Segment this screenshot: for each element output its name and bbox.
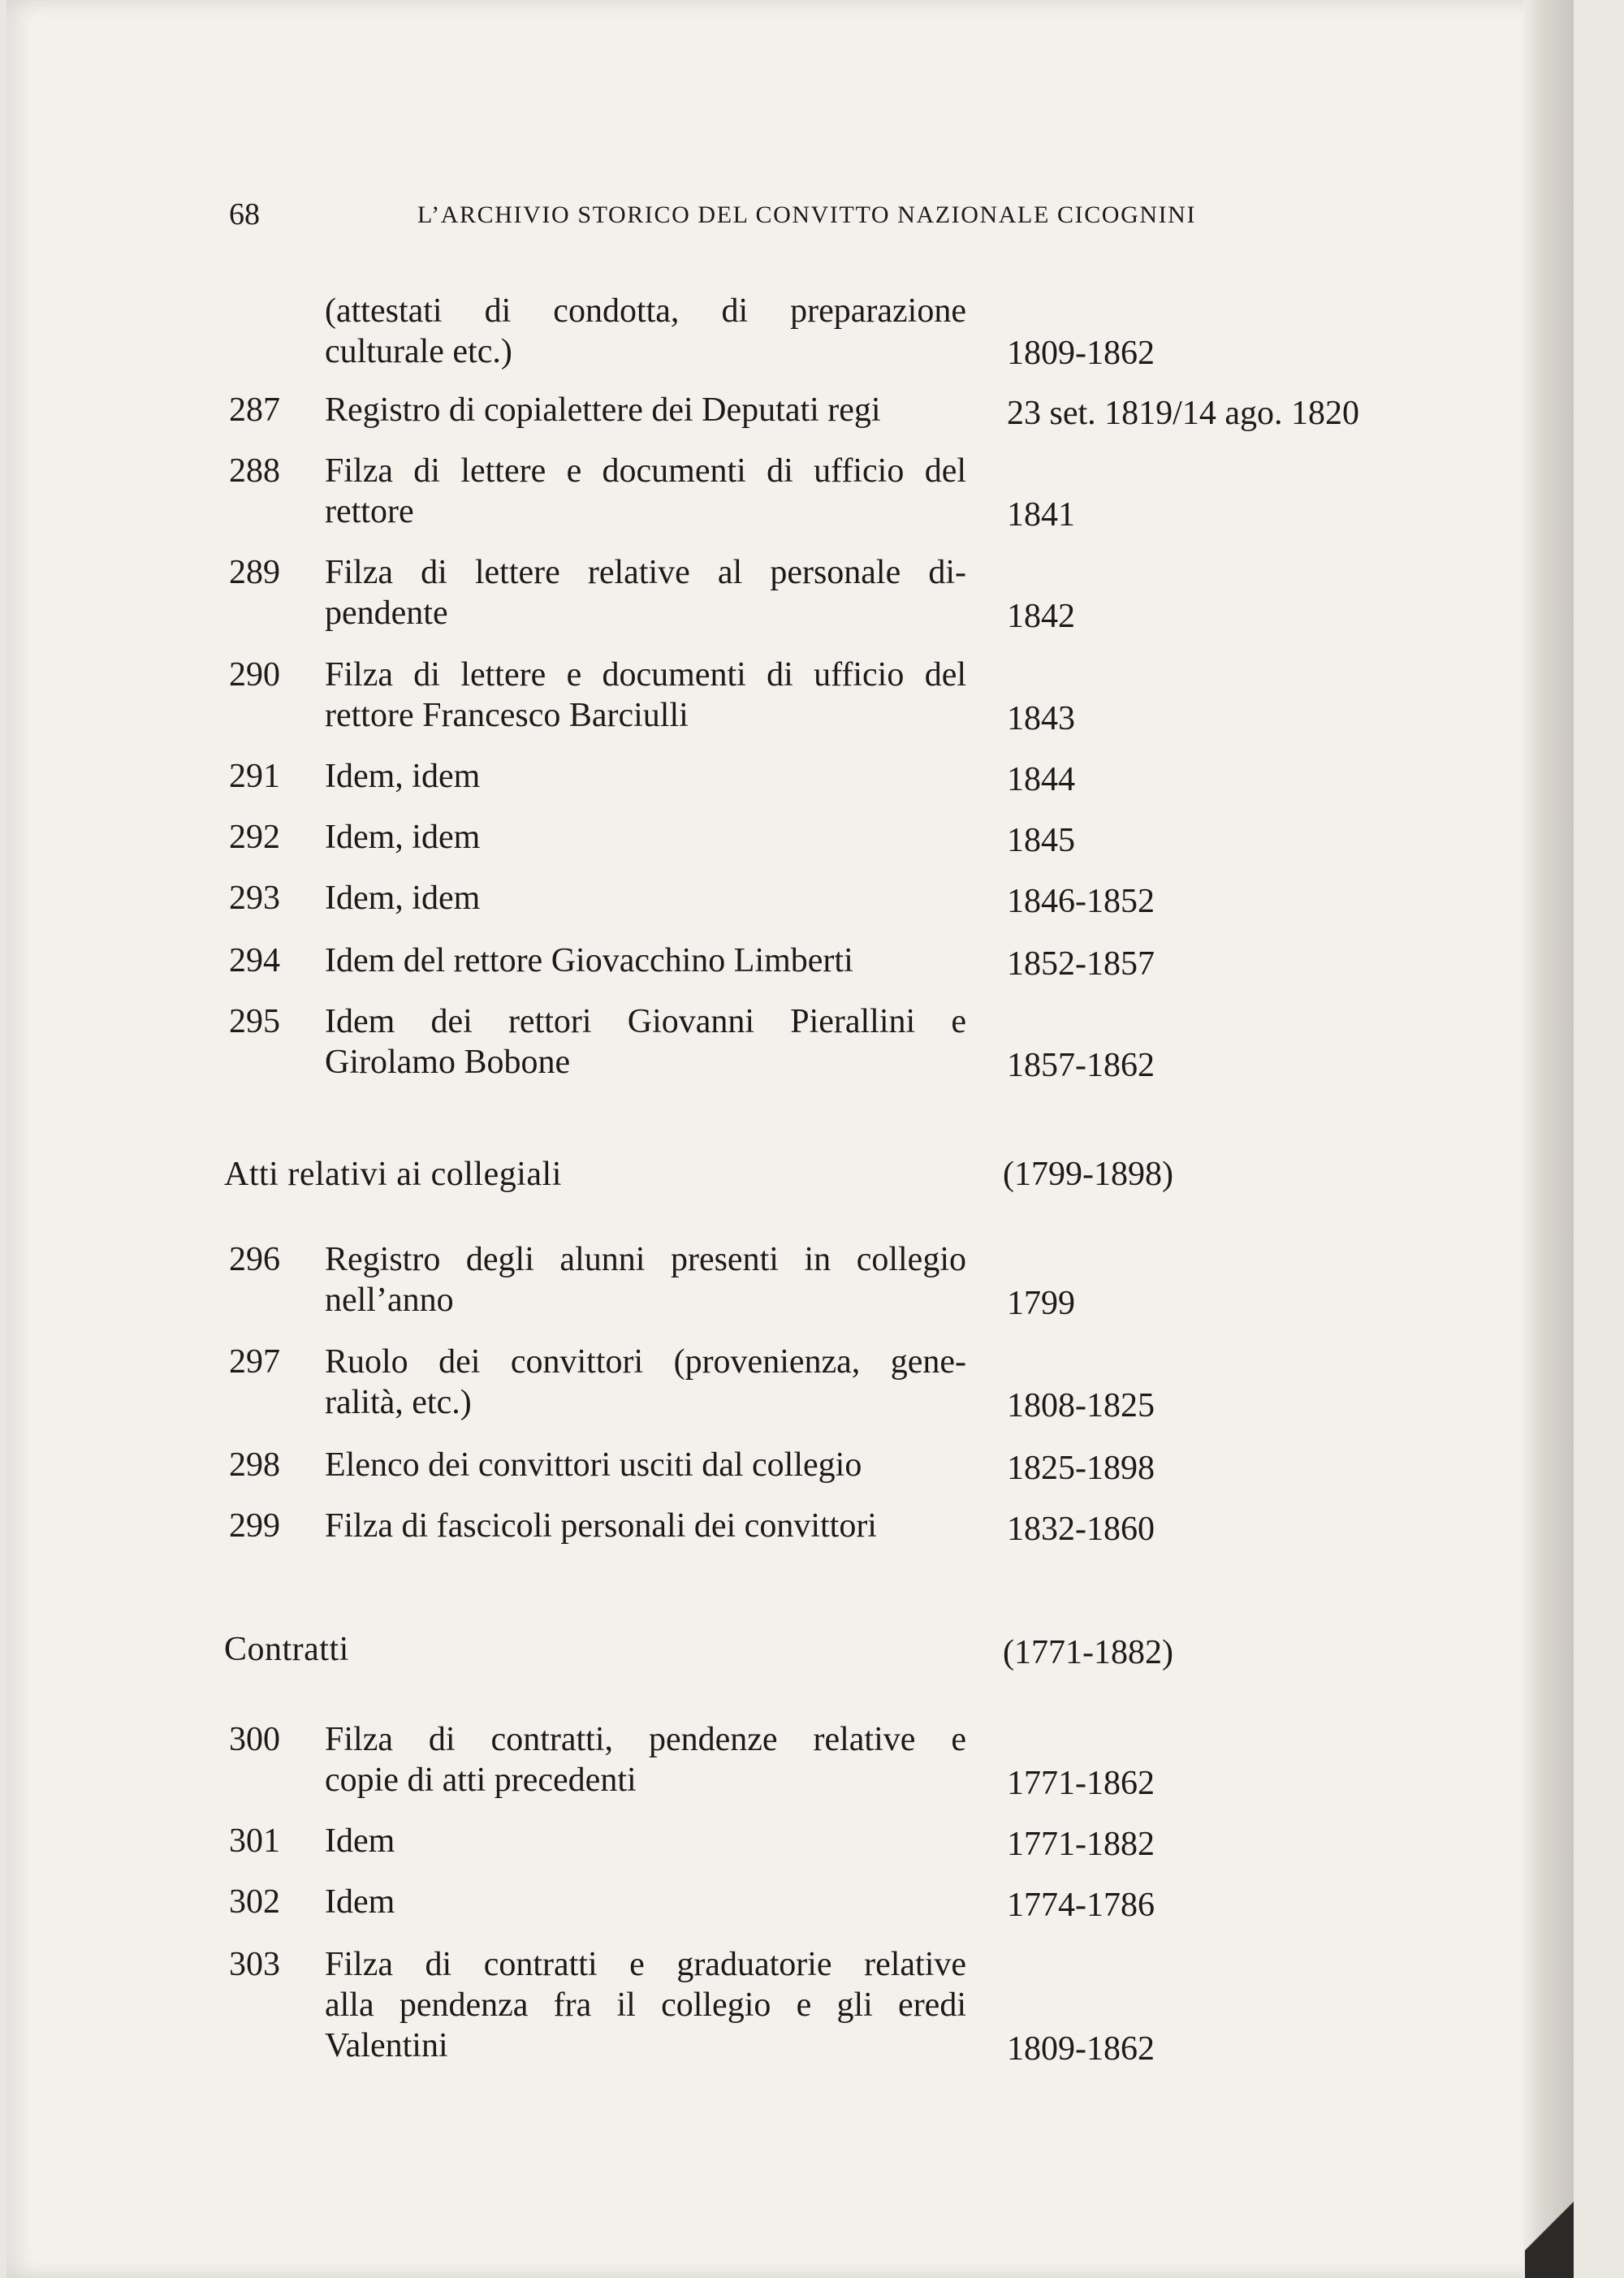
entry-number: 292 [229,819,280,856]
entry-number: 301 [229,1822,280,1860]
entry-number: 298 [229,1446,280,1484]
section-date-range: (1799-1898) [1003,1156,1173,1193]
entry-number: 299 [229,1507,280,1545]
entry-description-line: Idem [325,1822,395,1860]
entry-date: 1846-1852 [1007,883,1155,920]
entry-description-line: copie di atti precedenti [325,1761,637,1799]
entry-date: 1857-1862 [1007,1047,1155,1084]
entry-date: 1845 [1007,822,1075,859]
entry-description-line: Filza di fascicoli personali dei convittori [325,1507,877,1545]
entry-description-line: Idem, idem [325,819,481,856]
entry-number: 293 [229,880,280,917]
entry-date: 1809-1862 [1007,335,1155,372]
entry-description-line: Idem, idem [325,880,481,917]
entry-number: 303 [229,1946,280,1983]
entry-description-line: Filza di contratti e graduatorie relative [325,1946,966,1983]
entry-number: 291 [229,758,280,795]
entry-description-line: Filza di lettere e documenti di ufficio del [325,656,966,694]
entry-description-line: rettore Francesco Barciulli [325,697,689,734]
entry-description-line: nell’anno [325,1282,454,1319]
running-title: L’ARCHIVIO STORICO DEL CONVITTO NAZIONALE CICOGNINI [417,201,1197,228]
section-heading: Contratti [224,1631,349,1668]
entry-description-line: Idem [325,1883,395,1921]
entry-description-line: pendente [325,594,448,632]
entry-date: 1799 [1007,1285,1075,1322]
section-date-range: (1771-1882) [1003,1634,1173,1671]
entry-number: 296 [229,1241,280,1278]
page-number: 68 [229,197,260,231]
entry-date: 1832-1860 [1007,1511,1155,1548]
entry-number: 287 [229,391,280,429]
entry-description-line: Registro di copialettere dei Deputati regi [325,391,881,429]
entry-number: 290 [229,656,280,694]
entry-date: 1809-1862 [1007,2030,1155,2068]
entry-description-line: Elenco dei convittori usciti dal collegio [325,1446,862,1484]
entry-number: 294 [229,942,280,979]
entry-description-line: ralità, etc.) [325,1384,472,1421]
entry-description-line: (attestati di condotta, di preparazione [325,292,966,330]
entry-date: 1841 [1007,496,1075,534]
entry-number: 300 [229,1721,280,1758]
entry-description-line: Filza di lettere relative al personale di- [325,554,966,591]
entry-date: 1808-1825 [1007,1387,1155,1424]
entry-description-line: culturale etc.) [325,333,512,370]
entry-date: 1825-1898 [1007,1450,1155,1487]
entry-description-line: Filza di lettere e documenti di ufficio del [325,452,966,490]
entry-number: 297 [229,1343,280,1381]
entry-number: 288 [229,452,280,490]
entry-description-line: Girolamo Bobone [325,1044,571,1081]
section-heading: Atti relativi ai collegiali [224,1156,562,1193]
entry-number: 289 [229,554,280,591]
entry-description-line: Idem dei rettori Giovanni Pierallini e [325,1003,966,1040]
entry-date: 1842 [1007,598,1075,635]
entry-number: 302 [229,1883,280,1921]
entry-description-line: rettore [325,493,414,530]
entry-description-line: Idem del rettore Giovacchino Limberti [325,942,853,979]
entry-description-line: Valentini [325,2027,448,2064]
entry-date: 1771-1882 [1007,1826,1155,1863]
entry-description-line: Idem, idem [325,758,481,795]
entry-date: 1843 [1007,700,1075,737]
entry-description-line: Filza di contratti, pendenze relative e [325,1721,966,1758]
entry-number: 295 [229,1003,280,1040]
entry-description-line: alla pendenza fra il collegio e gli eredi [325,1986,966,2024]
entry-date: 1774-1786 [1007,1887,1155,1924]
entry-date: 1852-1857 [1007,945,1155,983]
entry-description-line: Registro degli alunni presenti in collegio [325,1241,966,1278]
entry-date: 1844 [1007,761,1075,798]
entry-date: 1771-1862 [1007,1765,1155,1802]
entry-date: 23 set. 1819/14 ago. 1820 [1007,395,1359,432]
entry-description-line: Ruolo dei convittori (provenienza, gene- [325,1343,966,1381]
